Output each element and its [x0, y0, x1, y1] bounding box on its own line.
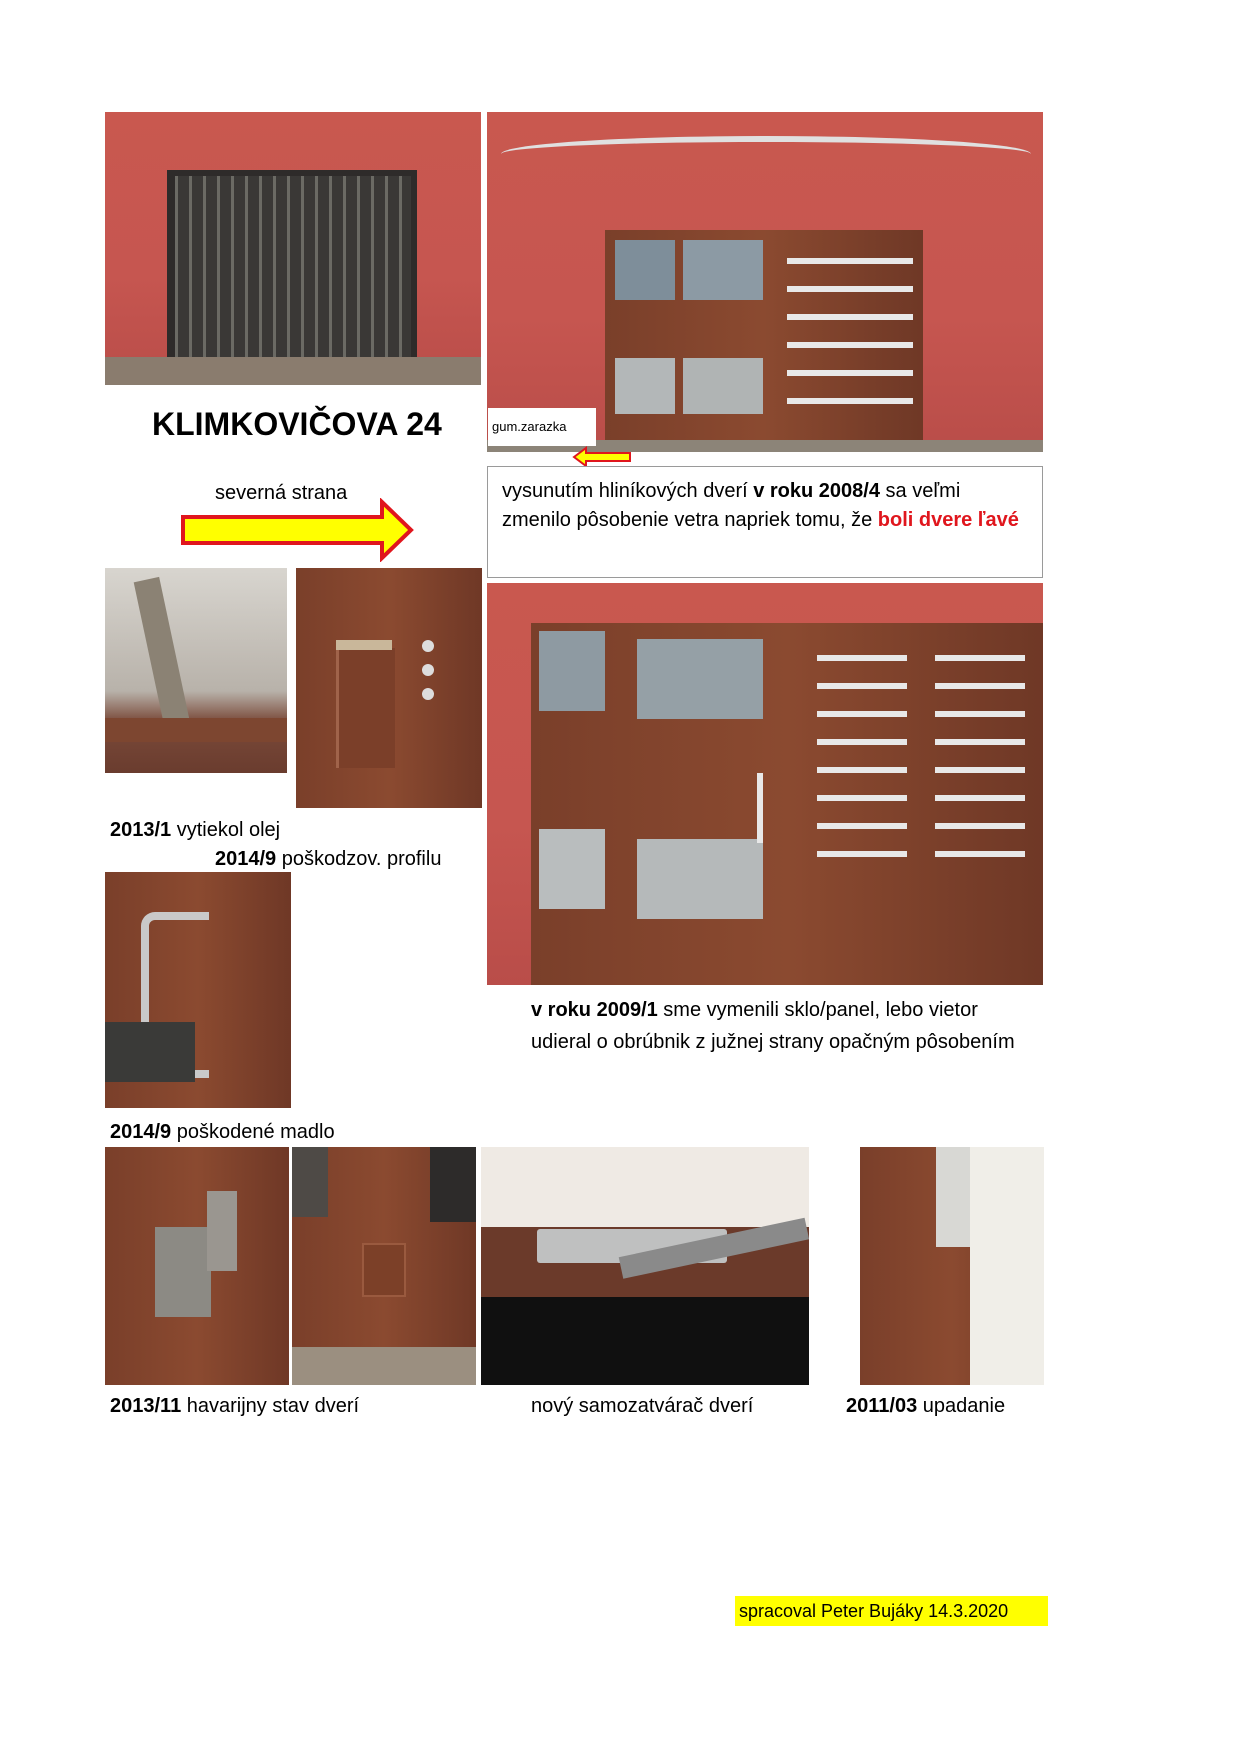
caption-new-closer: nový samozatvárač dverí	[531, 1395, 754, 1417]
caption-oil-leak: 2013/1 vytiekol olej	[110, 819, 281, 841]
photo-handle	[105, 872, 291, 1108]
note-warning: boli dvere ľavé	[877, 509, 1019, 531]
page-title: KLIMKOVIČOVA 24	[152, 406, 442, 442]
photo-closer-oil	[105, 568, 287, 773]
photo-new-closer	[481, 1147, 809, 1385]
arrow-right-icon	[180, 498, 414, 562]
footer-author: spracoval Peter Bujáky 14.3.2020	[735, 1596, 1048, 1626]
arrow-left-icon	[572, 446, 632, 468]
caption-glass-line1: v roku 2009/1 sme vymenili sklo/panel, lebo vietor	[531, 999, 978, 1021]
photo-falling	[860, 1147, 1044, 1385]
photo-entrance-new	[487, 112, 1043, 452]
direction-label: severná strana	[215, 482, 348, 504]
caption-glass-line2: udieral o obrúbnik z južnej strany opačným pôsobením	[531, 1031, 1015, 1053]
photo-tag: gum.zarazka	[488, 408, 596, 446]
note-text-2: sa veľmi zmenilo pôsobenie vetra napriek tomu, že	[502, 480, 961, 531]
photo-lock-damage	[105, 1147, 289, 1385]
note-door-extension	[487, 466, 1043, 578]
photo-hinge-bottom	[292, 1147, 476, 1385]
photo-entrance-old	[105, 112, 481, 385]
caption-handle-damage: 2014/9 poškodené madlo	[110, 1121, 335, 1143]
photo-door-front	[487, 583, 1043, 985]
note-year: v roku 2008/4	[753, 480, 880, 502]
caption-emergency: 2013/11 havarijny stav dverí	[110, 1395, 360, 1417]
caption-profile-damage: 2014/9 poškodzov. profilu	[215, 848, 442, 870]
caption-falling: 2011/03 upadanie	[846, 1395, 1006, 1417]
photo-hinge-profile	[296, 568, 482, 808]
note-text-1: vysunutím hliníkových dverí	[502, 480, 754, 502]
